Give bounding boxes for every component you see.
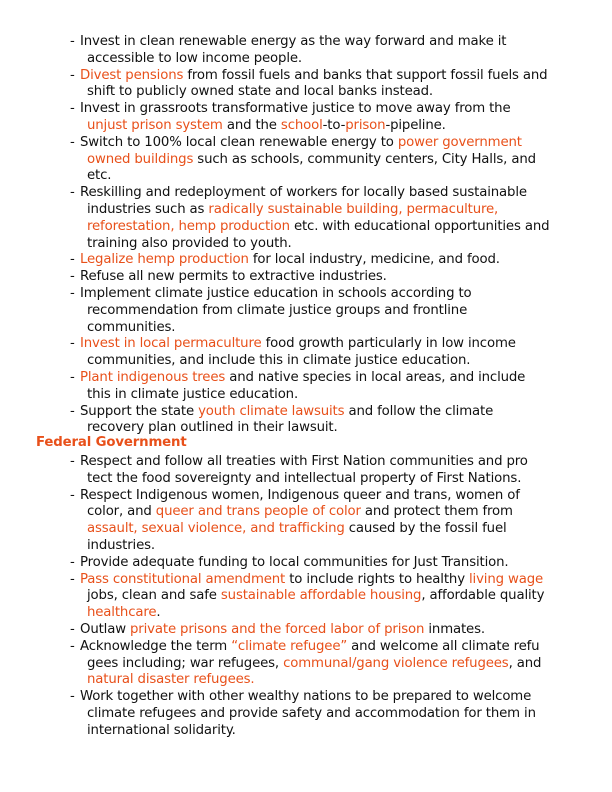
list-item — [70, 252, 590, 269]
item-line — [80, 538, 590, 555]
item-text: Invest in clean renewable energy as the way forward and make it — [80, 34, 507, 49]
list-item — [70, 34, 590, 68]
item-text: Invest in grassroots transformative justice to move away from the — [80, 101, 511, 117]
item-line — [80, 521, 590, 538]
item-text: shift to publicly owned state and local banks instead. — [87, 84, 433, 100]
item-line — [80, 236, 590, 253]
item-text: color, and — [87, 504, 156, 520]
bullet-dash: - — [70, 487, 75, 503]
list-item — [70, 370, 590, 404]
item-text: such as schools, community centers, City Halls, and — [193, 151, 536, 167]
bullet-dash: - — [70, 689, 75, 705]
item-text: . — [156, 605, 161, 621]
item-text: recommendation from climate justice groups and frontline — [87, 302, 468, 318]
list-item — [70, 336, 590, 370]
bullet-dash: - — [70, 285, 75, 301]
item-text: , affordable quality — [421, 588, 545, 604]
highlighted-text: Pass constitutional amendment — [80, 571, 286, 587]
highlighted-text: queer and trans people of color — [155, 504, 361, 520]
highlighted-text: private prisons and the forced labor of prison — [130, 621, 425, 637]
list-item — [70, 185, 590, 252]
highlighted-text: Legalize hemp production — [80, 252, 249, 268]
highlighted-text: Invest in local permaculture — [80, 336, 262, 352]
bullet-dash: - — [70, 134, 75, 150]
highlighted-text: school — [280, 117, 323, 133]
highlighted-text: living wage — [469, 571, 544, 587]
item-line — [80, 320, 590, 337]
item-line — [80, 672, 590, 689]
bullet-dash: - — [70, 34, 75, 49]
highlighted-text: natural disaster refugees. — [87, 672, 255, 688]
item-line — [80, 504, 590, 521]
list-item — [70, 101, 590, 135]
item-line — [80, 622, 590, 639]
item-line — [80, 219, 590, 236]
item-line — [80, 336, 590, 353]
item-line — [80, 269, 590, 286]
item-line — [80, 51, 590, 68]
list-item — [70, 454, 590, 488]
item-text: Outlaw — [80, 621, 131, 637]
item-text: communities. — [87, 319, 176, 335]
item-line — [80, 454, 590, 471]
item-text: and protect them from — [360, 504, 513, 520]
item-text: Work together with other wealthy nations to be prepared to welcome — [80, 689, 532, 705]
state-actions-list — [70, 34, 590, 437]
list-item — [70, 555, 590, 572]
item-text: gees including; war refugees, — [87, 655, 284, 671]
item-text: recovery plan outlined in their lawsuit. — [87, 420, 338, 436]
bullet-dash: - — [70, 369, 75, 385]
item-line — [80, 387, 590, 404]
item-text: caused by the fossil fuel — [344, 521, 507, 537]
item-text: and follow the climate — [344, 403, 494, 419]
bullet-dash: - — [70, 269, 75, 285]
list-item — [70, 689, 590, 739]
bullet-dash: - — [70, 554, 75, 570]
item-line — [80, 303, 590, 320]
item-text: food growth particularly in low income — [261, 336, 516, 352]
item-line — [80, 202, 590, 219]
item-text: and welcome all climate refu — [347, 638, 540, 654]
item-text: Provide adequate funding to local communities for Just Transition. — [80, 554, 509, 570]
bullet-dash: - — [70, 621, 75, 637]
item-text: industries such as — [87, 201, 209, 217]
item-text: training also provided to youth. — [87, 235, 292, 251]
item-text: industries. — [87, 537, 155, 553]
item-line — [80, 118, 590, 135]
item-text: this in climate justice education. — [87, 386, 299, 402]
highlighted-text: unjust prison system — [87, 117, 223, 133]
item-text: -pipeline. — [385, 117, 446, 133]
item-text: Support the state — [80, 403, 199, 419]
highlighted-text: Plant indigenous trees — [80, 369, 226, 385]
list-item — [70, 404, 590, 438]
highlighted-text: radically sustainable building, permaculture, — [208, 201, 499, 217]
bullet-dash: - — [70, 638, 75, 654]
list-item — [70, 488, 590, 555]
list-item — [70, 269, 590, 286]
item-text: Implement climate justice education in schools according to — [80, 285, 472, 301]
item-text: Switch to 100% local clean renewable energy to — [80, 134, 398, 150]
highlighted-text: power government — [397, 134, 522, 150]
highlighted-text: “climate refugee” — [231, 638, 348, 654]
item-text: -to- — [322, 117, 346, 133]
highlighted-text: healthcare — [87, 605, 157, 621]
item-text: etc. with educational opportunities and — [289, 218, 550, 234]
list-item — [70, 135, 590, 185]
bullet-dash: - — [70, 571, 75, 587]
item-line — [80, 135, 590, 152]
item-text: Acknowledge the term — [80, 638, 232, 654]
list-item — [70, 639, 590, 689]
item-line — [80, 101, 590, 118]
highlighted-text: Divest pensions — [80, 67, 184, 83]
item-text: international solidarity. — [87, 722, 236, 738]
section-heading-federal: Federal Government — [36, 435, 187, 450]
highlighted-text: sustainable affordable housing — [220, 588, 422, 604]
list-item — [70, 68, 590, 102]
item-line — [80, 353, 590, 370]
item-text: communities, and include this in climate justice education. — [87, 353, 471, 369]
item-line — [80, 588, 590, 605]
item-text: Reskilling and redeployment of workers for locally based sustainable — [80, 185, 527, 201]
item-text: tect the food sovereignty and intellectual property of First Nations. — [87, 470, 522, 486]
bullet-dash: - — [70, 403, 75, 419]
item-text: , and — [508, 655, 542, 671]
item-line — [80, 286, 590, 303]
highlighted-text: owned buildings — [87, 151, 194, 167]
item-text: etc. — [87, 168, 112, 184]
bullet-dash: - — [70, 252, 75, 268]
item-text: Refuse all new permits to extractive industries. — [80, 269, 387, 285]
item-line — [80, 639, 590, 656]
item-text: Respect and follow all treaties with First Nation communities and pro — [80, 454, 528, 469]
item-line — [80, 706, 590, 723]
highlighted-text: assault, sexual violence, and trafficking — [87, 521, 345, 537]
item-line — [80, 152, 590, 169]
item-line — [80, 68, 590, 85]
list-item — [70, 572, 590, 622]
item-text: for local industry, medicine, and food. — [248, 252, 500, 268]
item-text: and the — [222, 117, 281, 133]
item-line — [80, 252, 590, 269]
item-line — [80, 370, 590, 387]
item-line — [80, 34, 590, 51]
item-line — [80, 404, 590, 421]
item-text: and native species in local areas, and include — [225, 369, 526, 385]
bullet-dash: - — [70, 101, 75, 117]
item-text: to include rights to healthy — [285, 571, 469, 587]
item-line — [80, 84, 590, 101]
item-text: climate refugees and provide safety and accommodation for them in — [87, 705, 536, 721]
list-item — [70, 622, 590, 639]
highlighted-text: prison — [345, 117, 386, 133]
item-line — [80, 185, 590, 202]
highlighted-text: communal/gang violence refugees — [283, 655, 509, 671]
item-line — [80, 605, 590, 622]
item-text: Respect Indigenous women, Indigenous queer and trans, women of — [80, 487, 520, 503]
bullet-dash: - — [70, 185, 75, 201]
item-line — [80, 572, 590, 589]
federal-actions-list — [70, 454, 590, 740]
item-line — [80, 723, 590, 740]
highlighted-text: reforestation, hemp production — [87, 218, 290, 234]
item-line — [80, 689, 590, 706]
bullet-dash: - — [70, 67, 75, 83]
bullet-dash: - — [70, 336, 75, 352]
item-text: from fossil fuels and banks that support fossil fuels and — [183, 67, 548, 83]
item-text: accessible to low income people. — [87, 50, 302, 66]
list-item — [70, 286, 590, 336]
item-line — [80, 488, 590, 505]
bullet-dash: - — [70, 454, 75, 469]
highlighted-text: youth climate lawsuits — [198, 403, 345, 419]
item-line — [80, 656, 590, 673]
item-text: jobs, clean and safe — [87, 588, 221, 604]
item-line — [80, 471, 590, 488]
item-text: inmates. — [424, 621, 485, 637]
item-line — [80, 168, 590, 185]
item-line — [80, 555, 590, 572]
